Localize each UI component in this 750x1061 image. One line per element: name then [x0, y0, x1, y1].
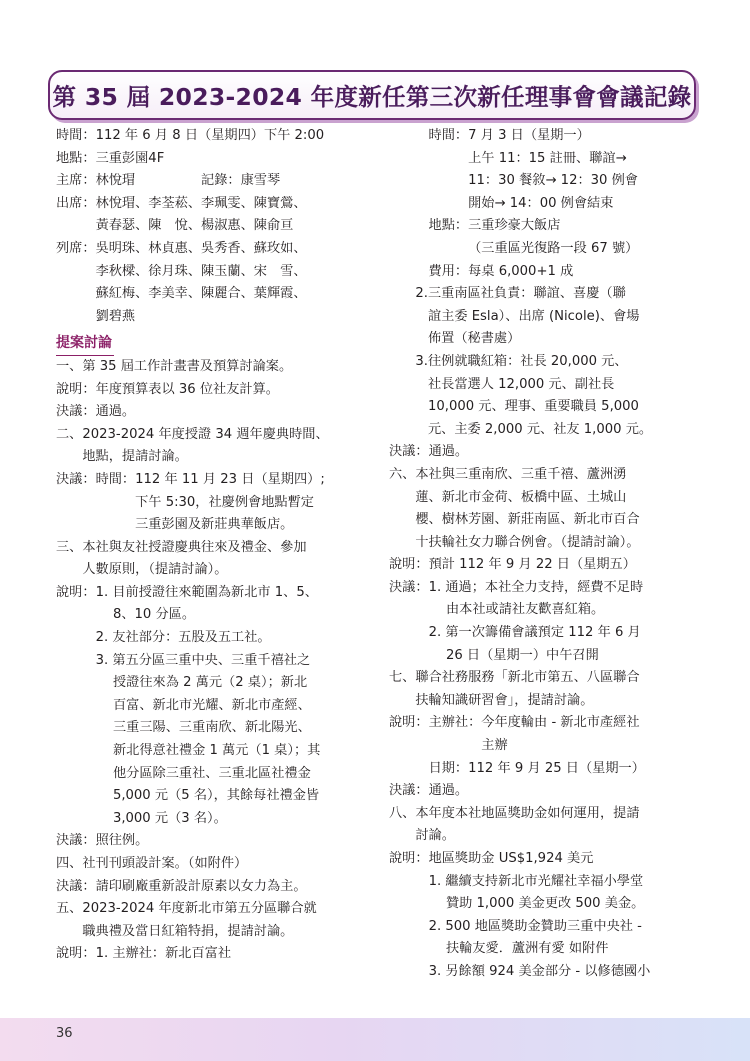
entry-line: 他分區除三重社、三重北區社禮金: [95, 765, 311, 781]
entry-line: 本社與友社授證慶典往來及禮金、參加: [82, 539, 307, 555]
minutes-entry: [56, 148, 376, 171]
entry-label: 八、: [389, 805, 416, 821]
entry-label: 說明：: [389, 715, 429, 731]
entry-line: 年度預算表以 36 位社友計算。: [95, 381, 279, 397]
entry-line: 11：30 餐敘→ 12：30 例會: [468, 173, 638, 189]
minutes-entry: [389, 712, 701, 780]
entry-label: 決議：: [56, 404, 96, 420]
entry-line: 佈置（秘書處）: [427, 331, 521, 347]
entry-line: 1. 主辦社：新北百富社: [95, 946, 232, 962]
entry-label: 主席：: [56, 173, 96, 189]
entry-line: 1. 目前授證往來範圍為新北市 1、5、: [95, 584, 318, 600]
entry-line: 人數原則，（提請討論）。: [82, 562, 228, 578]
entry-line: 討論。: [415, 828, 455, 844]
entry-line: 2023-2024 年度新北市第五分區聯合就: [82, 901, 317, 917]
entry-text: [96, 469, 376, 537]
entry-line: 百富、新北市光耀、新北市產經、: [95, 697, 311, 713]
minutes-entry: [56, 328, 376, 356]
entry-line: 三重三陽、三重南欣、新北陽光、: [95, 720, 311, 736]
minutes-entry: [56, 170, 376, 193]
entry-line: 5,000 元（5 名），其餘每社禮金皆: [95, 788, 320, 804]
minutes-entry: [389, 215, 701, 260]
entry-label: 七、: [389, 670, 416, 686]
entry-label: 五、: [56, 901, 83, 917]
entry-line: 扶輪友愛．蘆洲有愛 如附件: [428, 941, 609, 957]
entry-text: [96, 148, 376, 171]
entry-line: 吳明珠、林貞惠、吳秀香、蘇玫如、: [95, 240, 307, 256]
entry-label: 說明：: [56, 946, 96, 962]
entry-line: 元、主委 2,000 元、社友 1,000 元。: [427, 421, 653, 437]
entry-text: [415, 803, 701, 848]
minutes-entry: [389, 780, 701, 803]
entry-label: 出席：: [56, 195, 96, 211]
entry-label: 說明：: [56, 381, 96, 397]
entry-line: 主辦: [428, 738, 508, 754]
entry-text: [96, 582, 376, 831]
entry-line: 劉碧燕: [95, 308, 136, 324]
minutes-entry: [389, 351, 701, 441]
entry-text: [429, 780, 701, 803]
entry-line: 本年度本社地區獎助金如何運用，提請: [415, 805, 640, 821]
entry-label: 3.: [389, 353, 428, 369]
minutes-entry: [56, 582, 376, 831]
minutes-entry: [389, 261, 701, 284]
entry-line: 3,000 元（3 名）。: [95, 810, 227, 826]
entry-line: 黃春瑟、陳 悅、楊淑惠、陳俞亘: [95, 218, 294, 234]
entry-line: 下午 5:30，社慶例會地點暫定: [95, 494, 314, 510]
minutes-entry: [389, 803, 701, 848]
entry-line: 7 月 3 日（星期一）: [468, 128, 590, 143]
entry-line: 3. 另餘額 924 美金部分 - 以修德國小: [428, 963, 651, 979]
entry-label: 六、: [389, 466, 416, 482]
entry-label: 決議：: [56, 878, 96, 894]
entry-text: [468, 125, 701, 215]
entry-line: 地點，提請討論。: [82, 449, 188, 465]
entry-line: 往例就職紅箱：社長 20,000 元、: [427, 353, 628, 369]
entry-text: [96, 830, 376, 853]
entry-text: [82, 853, 376, 876]
footer-band: [0, 1018, 750, 1061]
entry-line: 2. 第一次籌備會議預定 112 年 6 月: [428, 625, 641, 641]
minutes-entry: [56, 193, 376, 238]
minutes-entry: [389, 667, 701, 712]
entry-label: 時間：: [56, 128, 96, 143]
entry-text: [468, 215, 701, 260]
entry-line: 2. 友社部分：五股及五工社。: [95, 630, 271, 646]
minutes-entry: [56, 876, 376, 899]
entry-text: [82, 356, 376, 379]
entry-line: 地區獎助金 US$1,924 美元: [428, 851, 594, 866]
entry-line: 通過。: [95, 404, 136, 420]
entry-label: 一、: [56, 358, 83, 374]
minutes-entry: [389, 848, 701, 984]
entry-line: 時間：112 年 11 月 23 日（星期四）;: [95, 471, 325, 487]
entry-line: 三重珍豪大飯店: [468, 218, 561, 234]
entry-label: 決議：: [56, 833, 96, 849]
entry-text: [96, 379, 376, 402]
left-column: [56, 125, 376, 966]
entry-line: 開始→ 14：00 例會結束: [468, 195, 614, 211]
page-title: 第 35 屆 2023-2024 年度新任第三次新任理事會會議記錄: [52, 83, 692, 111]
entry-line: 林悅瑁 記錄：康雪琴: [95, 173, 281, 189]
entry-line: 林悅瑁、李荃菘、李珮雯、陳寶鶯、: [95, 195, 307, 211]
entry-label: 決議：: [389, 783, 429, 799]
entry-line: 扶輪知識研習會」，提請討論。: [415, 692, 594, 708]
entry-line: 3. 第五分區三重中央、三重千禧社之: [95, 652, 311, 668]
entry-line: 1. 繼續支持新北市光耀社幸福小學堂: [428, 873, 644, 889]
entry-text: [96, 401, 376, 424]
entry-label: 2.: [389, 286, 428, 302]
entry-line: 照往例。: [95, 833, 149, 849]
minutes-entry: [56, 469, 376, 537]
entry-line: 預計 112 年 9 月 22 日（星期五）: [428, 557, 636, 573]
entry-line: 請印刷廠重新設計原素以女力為主。: [95, 878, 307, 894]
minutes-entry: [56, 898, 376, 943]
entry-line: 蓮、新北市金荷、板橋中區、土城山: [415, 489, 627, 505]
entry-label: 三、: [56, 539, 83, 555]
entry-line: 社長當選人 12,000 元、副社長: [427, 376, 615, 392]
entry-label: 二、: [56, 426, 83, 442]
entry-line: 三重南區社負責：聯誼、喜慶（聯: [427, 286, 626, 302]
entry-line: 職典禮及當日紅箱特捐，提請討論。: [82, 923, 294, 939]
entry-line: 由本社或請社友歡喜紅箱。: [428, 602, 605, 618]
entry-line: 日期：112 年 9 月 25 日（星期一）: [428, 760, 645, 776]
entry-line: 三重彭園及新莊典華飯店。: [95, 517, 294, 533]
entry-line: 10,000 元、理事、重要職員 5,000: [427, 399, 639, 415]
minutes-entry: [56, 537, 376, 582]
entry-line: 2. 500 地區獎助金贊助三重中央社 -: [428, 918, 642, 934]
entry-line: 2023-2024 年度授證 34 週年慶典時間、: [82, 426, 329, 442]
entry-text: [96, 943, 376, 966]
entry-text: [428, 351, 701, 441]
minutes-entry: [56, 830, 376, 853]
entry-line: 誼主委 Esla）、出席 (Nicole)、會場: [427, 308, 640, 324]
entry-text: [429, 554, 701, 577]
entry-text: [429, 441, 701, 464]
entry-label: 說明：: [389, 557, 429, 573]
entry-text: [428, 283, 701, 351]
entry-text: [96, 170, 376, 193]
entry-label: 決議：: [56, 471, 96, 487]
minutes-entry: [389, 464, 701, 554]
entry-label: 說明：: [56, 584, 96, 600]
minutes-entry: [56, 401, 376, 424]
entry-line: 26 日（星期一）中午召開: [428, 647, 599, 663]
minutes-entry: [56, 424, 376, 469]
minutes-entry: [56, 356, 376, 379]
entry-text: [82, 424, 376, 469]
entry-line: 上午 11：15 註冊、聯誼→: [468, 150, 627, 166]
minutes-entry: [389, 577, 701, 667]
entry-label: 時間：: [389, 128, 469, 143]
minutes-entry: [56, 943, 376, 966]
entry-label: 四、: [56, 856, 83, 871]
section-heading: 提案討論: [56, 332, 114, 356]
entry-line: 每桌 6,000+1 成: [468, 263, 574, 279]
entry-text: [415, 464, 701, 554]
entry-line: 主辦社：今年度輪由 - 新北市產經社: [428, 715, 640, 731]
entry-line: 贊助 1,000 美金更改 500 美金。: [428, 896, 645, 912]
minutes-entry: [389, 554, 701, 577]
entry-line: 本社與三重南欣、三重千禧、蘆洲湧: [415, 466, 627, 482]
entry-label: 費用：: [389, 263, 469, 279]
entry-text: [82, 537, 376, 582]
minutes-entry: [389, 441, 701, 464]
entry-line: 8、10 分區。: [95, 607, 196, 623]
entry-text: [429, 577, 701, 667]
title-banner: [48, 70, 696, 120]
entry-label: 地點：: [56, 150, 96, 166]
entry-line: 蘇紅梅、李美幸、陳麗合、葉輝霞、: [95, 286, 307, 302]
entry-line: 櫻、樹林芳園、新莊南區、新北市百合: [415, 512, 640, 528]
minutes-entry: [56, 238, 376, 328]
entry-text: [96, 876, 376, 899]
minutes-entry: [389, 283, 701, 351]
entry-line: 通過。: [428, 783, 469, 799]
minutes-entry: [56, 379, 376, 402]
entry-text: [415, 667, 701, 712]
entry-text: [82, 898, 376, 943]
page-number: 36: [56, 1026, 73, 1041]
entry-label: 列席：: [56, 240, 96, 256]
entry-text: [96, 125, 376, 148]
entry-line: 授證往來為 2 萬元（2 桌）；新北: [95, 675, 308, 691]
entry-text: [96, 193, 376, 238]
entry-label: 地點：: [389, 218, 469, 234]
entry-line: （三重區光復路一段 67 號）: [468, 240, 639, 256]
entry-line: 社刊刊頭設計案。（如附件）: [82, 856, 248, 871]
entry-line: 十扶輪社女力聯合例會。（提請討論）。: [415, 534, 640, 550]
entry-line: 新北得意社禮金 1 萬元（1 桌）；其: [95, 743, 321, 759]
entry-text: [429, 848, 701, 984]
entry-line: 112 年 6 月 8 日（星期四）下午 2:00: [95, 128, 325, 143]
entry-label: 決議：: [389, 444, 429, 460]
minutes-entry: [56, 125, 376, 148]
minutes-entry: [389, 125, 701, 215]
entry-line: 三重彭園4F: [95, 150, 165, 166]
entry-line: 1. 通過；本社全力支持，經費不足時: [428, 579, 644, 595]
entry-text: [96, 238, 376, 328]
entry-line: 通過。: [428, 444, 469, 460]
entry-text: [429, 712, 701, 780]
entry-label: 說明：: [389, 851, 429, 866]
entry-line: 聯合社務服務「新北市第五、八區聯合: [415, 670, 640, 686]
right-column: [389, 125, 701, 984]
entry-label: 決議：: [389, 579, 429, 595]
minutes-entry: [56, 853, 376, 876]
entry-line: 李秋樑、徐月珠、陳玉蘭、宋 雪、: [95, 263, 307, 279]
entry-text: [468, 261, 701, 284]
entry-line: 第 35 屆工作計畫書及預算討論案。: [82, 358, 293, 374]
